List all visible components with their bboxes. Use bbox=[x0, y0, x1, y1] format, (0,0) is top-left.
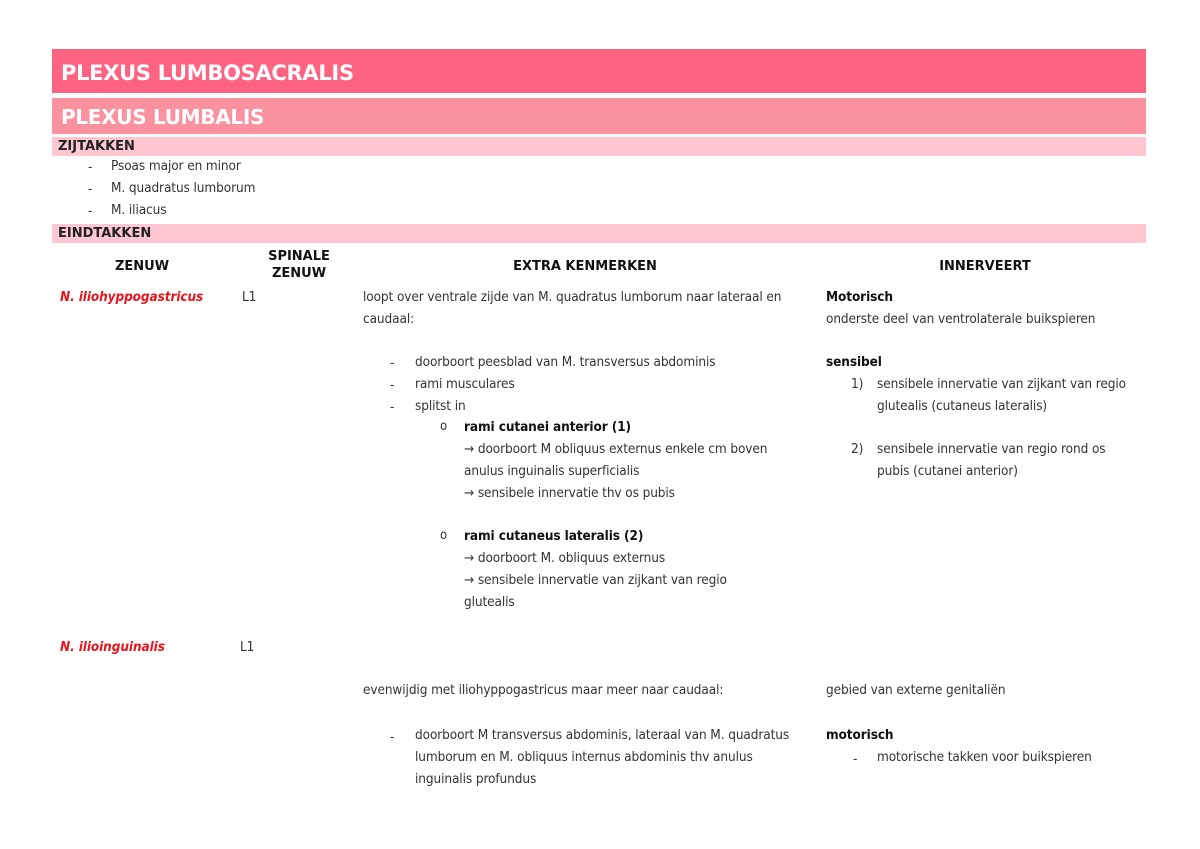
list-item: inguinalis profundus bbox=[415, 771, 537, 787]
extra-intro: evenwijdig met iliohyppogastricus maar meer naar caudaal: bbox=[363, 682, 724, 698]
motor-heading: motorisch bbox=[826, 727, 894, 743]
section-title: PLEXUS LUMBALIS bbox=[61, 105, 265, 129]
sub-item-title: rami cutanei anterior (1) bbox=[464, 419, 632, 435]
motor-text: onderste deel van ventrolaterale buikspieren bbox=[826, 311, 1096, 327]
list-item: Psoas major en minor bbox=[111, 158, 241, 174]
list-item: rami musculares bbox=[415, 376, 515, 392]
list-bullet: - bbox=[390, 355, 395, 371]
list-bullet: - bbox=[390, 729, 395, 745]
list-bullet: - bbox=[853, 751, 858, 767]
list-item: doorboort peesblad van M. transversus abdominis bbox=[415, 354, 716, 370]
eindtakken-band bbox=[52, 224, 1146, 243]
list-bullet: - bbox=[88, 181, 93, 197]
list-bullet: - bbox=[88, 159, 93, 175]
sub-item-title: rami cutaneus lateralis (2) bbox=[464, 528, 644, 544]
extra-intro: loopt over ventrale zijde van M. quadratus lumborum naar lateraal en bbox=[363, 289, 782, 305]
list-item: lumborum en M. obliquus internus abdominis thv anulus bbox=[415, 749, 753, 765]
sub-item-line: → sensibele innervatie van zijkant van regio bbox=[464, 572, 727, 588]
sensory-line: sensibele innervatie van regio rond os bbox=[877, 441, 1106, 457]
list-item: splitst in bbox=[415, 398, 466, 414]
list-item: motorische takken voor buikspieren bbox=[877, 749, 1092, 765]
motor-heading: Motorisch bbox=[826, 289, 893, 305]
list-bullet: - bbox=[390, 399, 395, 415]
spinal-level: L1 bbox=[240, 639, 255, 655]
sub-item-line: → doorboort M. obliquus externus bbox=[464, 550, 666, 566]
spinal-level: L1 bbox=[242, 289, 257, 305]
title-banner bbox=[52, 49, 1146, 93]
sensory-line: sensibele innervatie van zijkant van regio bbox=[877, 376, 1126, 392]
sensory-number: 2) bbox=[851, 441, 864, 457]
list-bullet: - bbox=[390, 377, 395, 393]
sensory-number: 1) bbox=[851, 376, 864, 392]
list-bullet: - bbox=[88, 203, 93, 219]
column-header-extra: EXTRA KENMERKEN bbox=[513, 259, 657, 274]
nerve-name: N. iliohyppogastricus bbox=[60, 289, 204, 305]
list-item: doorboort M transversus abdominis, lateraal van M. quadratus bbox=[415, 727, 790, 743]
sub-item-line: anulus inguinalis superficialis bbox=[464, 463, 640, 479]
sub-bullet: o bbox=[440, 528, 448, 543]
column-header-spinale: SPINALE ZENUW bbox=[268, 249, 330, 281]
nerve-name: N. ilioinguinalis bbox=[60, 639, 165, 655]
sensory-line: glutealis (cutaneus lateralis) bbox=[877, 398, 1048, 414]
extra-intro: caudaal: bbox=[363, 311, 415, 327]
column-header-zenuw: ZENUW bbox=[114, 259, 170, 274]
sub-item-line: glutealis bbox=[464, 594, 515, 610]
zijtakken-heading: ZIJTAKKEN bbox=[58, 139, 135, 154]
sensory-line: pubis (cutanei anterior) bbox=[877, 463, 1018, 479]
eindtakken-heading: EINDTAKKEN bbox=[58, 226, 152, 241]
column-header-innerveert: INNERVEERT bbox=[939, 259, 1031, 274]
zijtakken-band bbox=[52, 137, 1146, 156]
list-item: M. quadratus lumborum bbox=[111, 180, 256, 196]
sub-item-line: → doorboort M obliquus externus enkele cm boven bbox=[464, 441, 768, 457]
sub-bullet: o bbox=[440, 419, 448, 434]
page-title: PLEXUS LUMBOSACRALIS bbox=[61, 61, 354, 85]
subtitle-banner bbox=[52, 98, 1146, 134]
sensory-heading: sensibel bbox=[826, 354, 882, 370]
sub-item-line: → sensibele innervatie thv os pubis bbox=[464, 485, 675, 501]
list-item: M. iliacus bbox=[111, 202, 167, 218]
innervation-area: gebied van externe genitaliën bbox=[826, 682, 1006, 698]
